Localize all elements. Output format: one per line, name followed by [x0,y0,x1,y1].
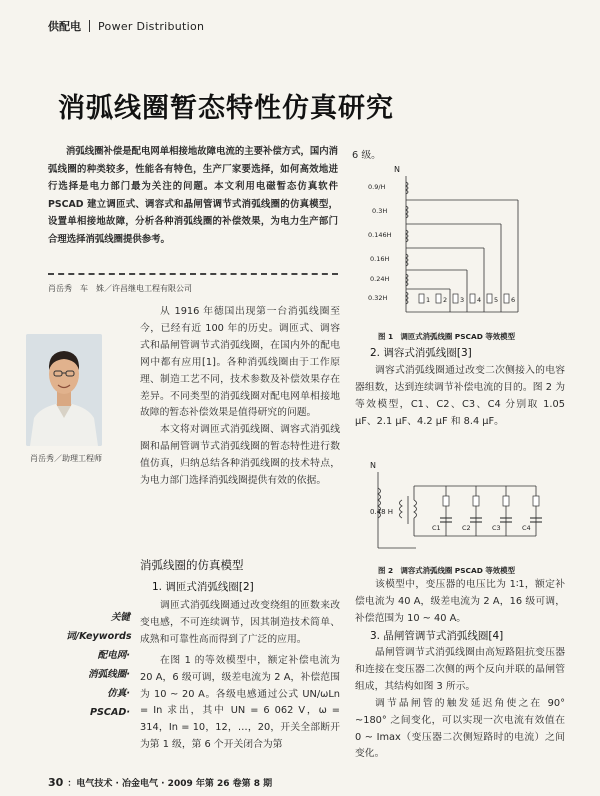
fig2-cap-3: C3 [492,524,501,532]
fig1-inductor-6: 0.32H [368,294,388,302]
subsection-3-paragraph-1: 晶闸管调节式消弧线圈由高短路阻抗变压器和连接在变压器二次侧的两个反向并联的晶闸管组成，其结构如图 3 所示。 [355,647,565,692]
photo-caption: 肖岳秀／助理工程师 [30,454,102,463]
subsection-3-paragraph-2: 调节晶闸管的触发延迟角使之在 90° ~180° 之间变化，可以实现一次电流有效值在 0 ~ Imax（变压器二次侧短路时的电流）之间变化。 [355,697,565,760]
figure-2-circuit [356,460,556,556]
author-portrait-image [26,334,102,446]
fig1-node-label: N [394,165,400,174]
model-paragraph: 该模型中，变压器的电压比为 1∶1，额定补偿电流为 40 A，级差电流为 2 A，16 级可调，补偿范围为 10 ~ 40 A。 [355,579,565,624]
author-photo [26,334,102,446]
fig2-cap-4: C4 [522,524,531,532]
keyword-2: 消弧线圈· [87,669,130,680]
figure-1-caption: 图 1 调匝式消弧线圈 PSCAD 等效模型 [378,332,515,341]
section-heading: 消弧线圈的仿真模型 [140,558,244,572]
page-header [48,18,204,34]
subsection-1-body [140,598,340,754]
fig1-switch-6: 6 [511,296,516,304]
fig1-switch-4: 4 [477,296,482,304]
header-divider [89,20,90,32]
subsection-3-body [355,645,565,763]
keywords-label: 关键词/Keywords [66,612,132,642]
fig1-inductor-5: 0.24H [370,275,390,283]
author-affiliation: 肖岳秀 车 姝／许昌继电工程有限公司 [48,284,192,293]
abstract-divider [48,273,338,275]
subsection-1-paragraph-1: 调匝式消弧线圈通过改变绕组的匝数来改变电感，不可连续调节，因其制造技术简单、成熟和可靠性高而得到了广泛的应用。 [140,600,340,645]
journal-info: ：电气技术 · 冶金电气 · 2009 年第 26 卷第 8 期 [67,779,273,789]
continued-text: 6 级。 [352,150,381,161]
fig1-switch-2: 2 [443,296,448,304]
fig1-inductor-2: 0.3H [372,207,388,215]
keyword-3: 仿真· [107,688,130,699]
figure-1-circuit [368,162,548,322]
fig1-switch-5: 5 [494,296,499,304]
fig1-inductor-3: 0.146H [368,231,392,239]
fig2-cap-2: C2 [462,524,471,532]
intro-column [140,304,340,490]
subsection-2-paragraph: 调容式消弧线圈通过改变二次侧接入的电容器组数，达到连续调节补偿电流的目的。图 2 为等效模型，C1、C2、C3、C4 分别取 1.05 μF、2.1 μF、4.2 μF 和 8.4 μF。 [355,365,565,427]
fig1-switch-3: 3 [460,296,465,304]
intro-paragraph-2: 本文将对调匝式消弧线圈、调容式消弧线圈和晶闸管调节式消弧线圈的暂态特性进行数值仿真，归纳总结各种消弧线圈的技术特点，为电力部门选择消弧线圈提供有效的依据。 [140,424,340,487]
fig2-cap-1: C1 [432,524,441,532]
subsection-1-heading: 1. 调匝式消弧线圈[2] [152,581,254,593]
figure-2-caption: 图 2 调容式消弧线圈 PSCAD 等效模型 [378,566,515,575]
keywords-block [66,608,130,722]
keyword-1: 配电网· [97,650,130,661]
keyword-4: PSCAD· [89,707,130,718]
fig2-inductance: 0.48 H [370,508,394,516]
page-number: 30 [48,776,64,789]
subsection-3-heading: 3. 晶闸管调节式消弧线圈[4] [370,630,504,642]
subsection-1-paragraph-2: 在图 1 的等效模型中，额定补偿电流为 20 A，6 级可调，级差电流为 2 A，补偿范围为 10 ~ 20 A。各级电感通过公式 UN/ωLn = In 求出，其中 UN = 6 062 V，ω = 314，In = 10，12，…，20，开关全部断开为第 1 级，第 6 个开关闭合为第 [140,654,340,751]
fig1-switch-1: 1 [426,296,431,304]
fig1-inductor-4: 0.16H [370,255,390,263]
fig1-inductor-1: 0.9/H [368,183,386,191]
header-section-en: Power Distribution [98,20,205,33]
intro-paragraph: 从 1916 年德国出现第一台消弧线圈至今，已经有近 100 年的历史。调匝式、调容式和晶闸管调节式消弧线圈，在国内外的配电网中都有应用[1]。各种消弧线圈由于工作原理、制造工艺不同，技术参数及补偿效果存在差异。不同类型的消弧线圈对配电网单相接地故障的暂态补偿效果是值得研究的问题。 [140,306,340,419]
header-section-cn: 供配电 [48,20,81,33]
article-title: 消弧线圈暂态特性仿真研究 [58,93,394,124]
subsection-2-heading: 2. 调容式消弧线圈[3] [370,347,472,359]
abstract: 消弧线圈补偿是配电网单相接地故障电流的主要补偿方式，国内消弧线圈的种类较多，性能各有特色，生产厂家要选择，如何高效地进行选择是电力部门最为关注的问题。本文利用电磁暂态仿真软件 PSCAD 建立调匝式、调容式和晶闸管调节式消弧线圈的仿真模型，设置单相接地故障，分析各种消弧线圈的补偿效果，为电力生产部门合理选择消弧线圈提供参考。 [48,146,338,245]
fig2-node-label: N [370,461,376,470]
page-footer [48,776,272,789]
